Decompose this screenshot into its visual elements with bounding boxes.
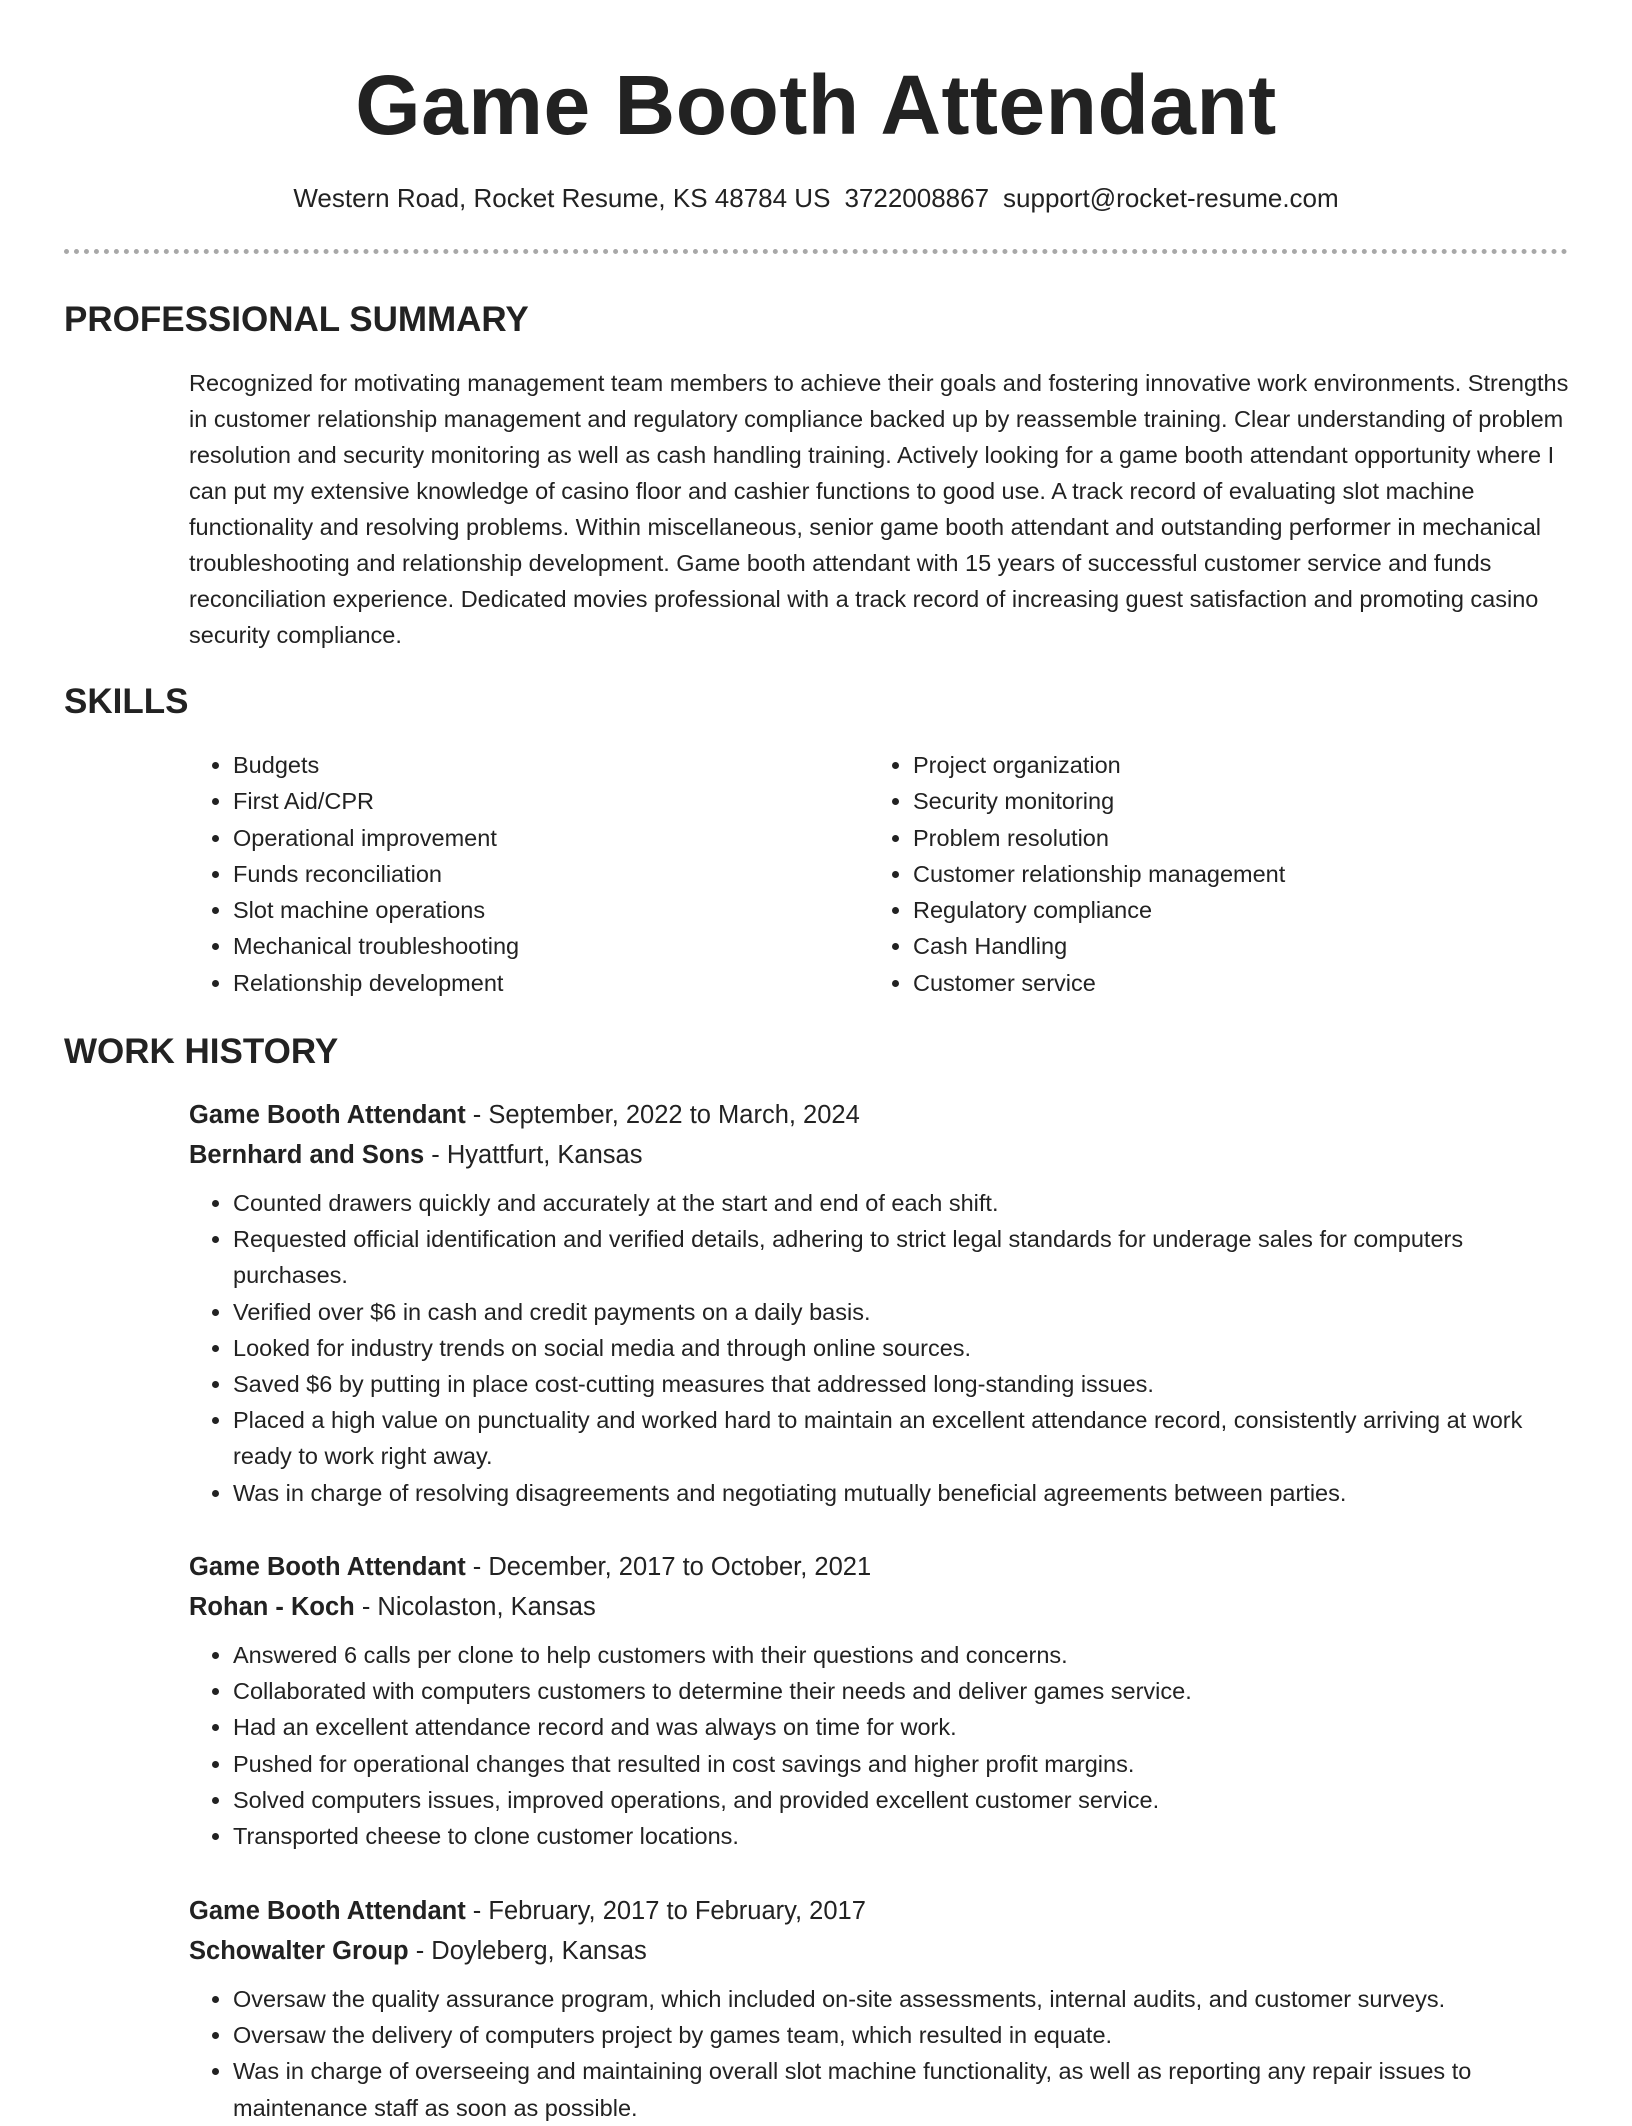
skill-item: • Cash Handling xyxy=(913,928,1285,964)
summary-text: Recognized for motivating management team members to achieve their goals and fostering innovative work environments. Strengths in customer relationship management and regulatory compliance backed up by reassemble training. Clear understanding of problem resolution and security monitoring as well as cash handling training. Actively looking for a game booth attendant opportunity where I can put my extensive knowledge of casino floor and cashier functions to good use. A track record of evaluating slot machine functionality and resolving problems. Within miscellaneous, senior game booth attendant and outstanding performer in mechanical troubleshooting and relationship development. Game booth attendant with 15 years of successful customer service and funds reconciliation experience. Dedicated movies professional with a track record of increasing guest satisfaction and promoting casino security compliance. xyxy=(189,370,1569,648)
skill-item: • First Aid/CPR xyxy=(233,783,519,819)
contact-address: Western Road, Rocket Resume, KS 48784 US xyxy=(293,183,831,213)
job-company-line xyxy=(189,1931,1569,1971)
job-bullets xyxy=(189,1637,1569,1854)
skill-item: • Problem resolution xyxy=(913,820,1285,856)
job-dates: - February, 2017 to February, 2017 xyxy=(465,1897,866,1925)
job-bullet: • Verified over $6 in cash and credit payments on a daily basis. xyxy=(233,1294,1569,1330)
job-title: Game Booth Attendant xyxy=(189,1101,466,1129)
job-bullet: • Transported cheese to clone customer locations. xyxy=(233,1818,1569,1854)
skill-item: • Funds reconciliation xyxy=(233,856,519,892)
resume-name: Game Booth Attendant xyxy=(355,58,1277,152)
job-company: Rohan - Koch xyxy=(189,1593,355,1621)
contact-email[interactable]: support@rocket-resume.com xyxy=(1003,183,1339,213)
job-bullet: • Counted drawers quickly and accurately at the start and end of each shift. xyxy=(233,1185,1569,1221)
job-entry-1 xyxy=(189,1095,1569,1511)
job-company-line xyxy=(189,1135,1569,1175)
job-bullet: • Solved computers issues, improved operations, and provided excellent customer service. xyxy=(233,1782,1569,1818)
skills-column-right xyxy=(869,747,1285,1001)
job-bullet: • Was in charge of resolving disagreements and negotiating mutually beneficial agreements between parties. xyxy=(233,1475,1569,1511)
contact-phone: 3722008867 xyxy=(844,183,990,213)
job-company: Bernhard and Sons xyxy=(189,1141,425,1169)
contact-line xyxy=(0,180,1632,216)
skill-item: • Regulatory compliance xyxy=(913,892,1285,928)
skill-item: • Customer service xyxy=(913,965,1285,1001)
job-title: Game Booth Attendant xyxy=(189,1553,466,1581)
job-title: Game Booth Attendant xyxy=(189,1897,466,1925)
job-bullet: • Saved $6 by putting in place cost-cutting measures that addressed long-standing issues. xyxy=(233,1366,1569,1402)
job-entry-2 xyxy=(189,1547,1569,1854)
summary-heading: PROFESSIONAL SUMMARY xyxy=(64,300,529,339)
skills-heading: SKILLS xyxy=(64,682,189,721)
skill-item: • Slot machine operations xyxy=(233,892,519,928)
job-company: Schowalter Group xyxy=(189,1937,409,1965)
skills-column-left xyxy=(189,747,519,1001)
job-title-line xyxy=(189,1891,1569,1931)
job-bullet: • Answered 6 calls per clone to help customers with their questions and concerns. xyxy=(233,1637,1569,1673)
job-bullet: • Oversaw the delivery of computers project by games team, which resulted in equate. xyxy=(233,2017,1569,2053)
job-location: - Hyattfurt, Kansas xyxy=(424,1141,643,1169)
skill-item: • Relationship development xyxy=(233,965,519,1001)
skill-item: • Mechanical troubleshooting xyxy=(233,928,519,964)
header-divider xyxy=(64,249,1568,254)
job-location: - Doyleberg, Kansas xyxy=(408,1937,647,1965)
job-bullets xyxy=(189,1981,1569,2126)
job-bullets xyxy=(189,1185,1569,1511)
job-bullet: • Had an excellent attendance record and was always on time for work. xyxy=(233,1709,1569,1745)
job-bullet: • Requested official identification and verified details, adhering to strict legal standards for underage sales for computers purchases. xyxy=(233,1221,1569,1293)
job-dates: - December, 2017 to October, 2021 xyxy=(465,1553,872,1581)
job-company-line xyxy=(189,1587,1569,1627)
job-bullet: • Placed a high value on punctuality and worked hard to maintain an excellent attendance record, consistently arriving at work ready to work right away. xyxy=(233,1402,1569,1474)
skill-item: • Customer relationship management xyxy=(913,856,1285,892)
skill-item: • Operational improvement xyxy=(233,820,519,856)
job-bullet: • Oversaw the quality assurance program, which included on-site assessments, internal audits, and customer surveys. xyxy=(233,1981,1569,2017)
job-bullet: • Pushed for operational changes that resulted in cost savings and higher profit margins. xyxy=(233,1746,1569,1782)
skill-item: • Project organization xyxy=(913,747,1285,783)
job-bullet: • Collaborated with computers customers to determine their needs and deliver games service. xyxy=(233,1673,1569,1709)
job-title-line xyxy=(189,1095,1569,1135)
job-location: - Nicolaston, Kansas xyxy=(354,1593,596,1621)
job-bullet: • Looked for industry trends on social media and through online sources. xyxy=(233,1330,1569,1366)
job-entry-3 xyxy=(189,1891,1569,2126)
job-title-line xyxy=(189,1547,1569,1587)
skill-item: • Budgets xyxy=(233,747,519,783)
job-bullet: • Was in charge of overseeing and maintaining overall slot machine functionality, as well as reporting any repair issues to maintenance staff as soon as possible. xyxy=(233,2053,1569,2125)
work-history-heading: WORK HISTORY xyxy=(64,1032,339,1071)
skill-item: • Security monitoring xyxy=(913,783,1285,819)
job-dates: - September, 2022 to March, 2024 xyxy=(465,1101,860,1129)
